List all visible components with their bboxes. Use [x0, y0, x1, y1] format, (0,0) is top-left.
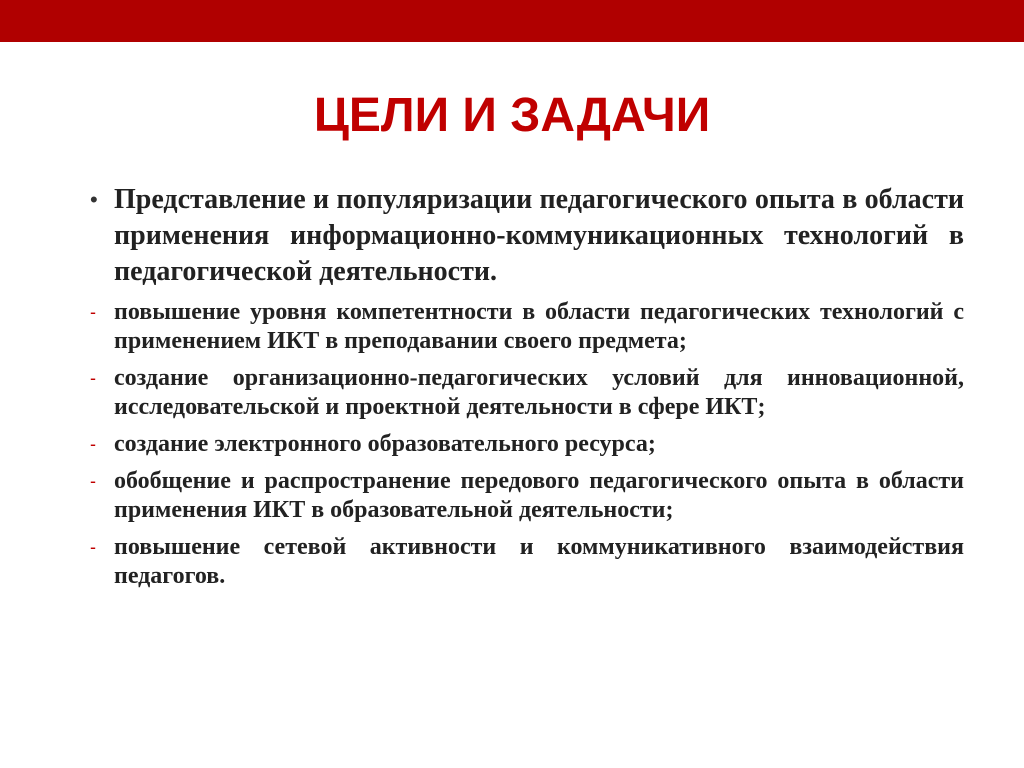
task-text: повышение сетевой активности и коммуникативного взаимодействия педагогов.	[114, 534, 964, 589]
slide-title: ЦЕЛИ И ЗАДАЧИ	[313, 89, 711, 142]
task-text: создание электронного образовательного ресурса;	[114, 431, 656, 457]
task-item	[86, 430, 964, 459]
task-item	[86, 533, 964, 591]
dash-icon: -	[90, 368, 96, 388]
main-point-text: Представление и популяризации педагогического опыта в области применения информационно-коммуникационных технологий в педагогической деятельности.	[114, 184, 964, 287]
task-text: обобщение и распространение передового педагогического опыта в области применения ИКТ в образовательной деятельности;	[114, 468, 964, 523]
main-point	[86, 182, 964, 290]
dash-icon: -	[90, 471, 96, 491]
task-item	[86, 364, 964, 422]
task-item	[86, 467, 964, 525]
top-accent-bar	[0, 0, 1024, 42]
dash-icon: -	[90, 302, 96, 322]
dash-icon: -	[90, 537, 96, 557]
task-text: повышение уровня компетентности в области педагогических технологий с применением ИКТ в преподавании своего предмета;	[114, 299, 964, 354]
bullet-icon: •	[90, 187, 98, 212]
dash-icon: -	[90, 434, 96, 454]
slide-content	[86, 182, 964, 599]
task-text: создание организационно-педагогических условий для инновационной, исследовательской и проектной деятельности в сфере ИКТ;	[114, 365, 964, 420]
task-item	[86, 298, 964, 356]
